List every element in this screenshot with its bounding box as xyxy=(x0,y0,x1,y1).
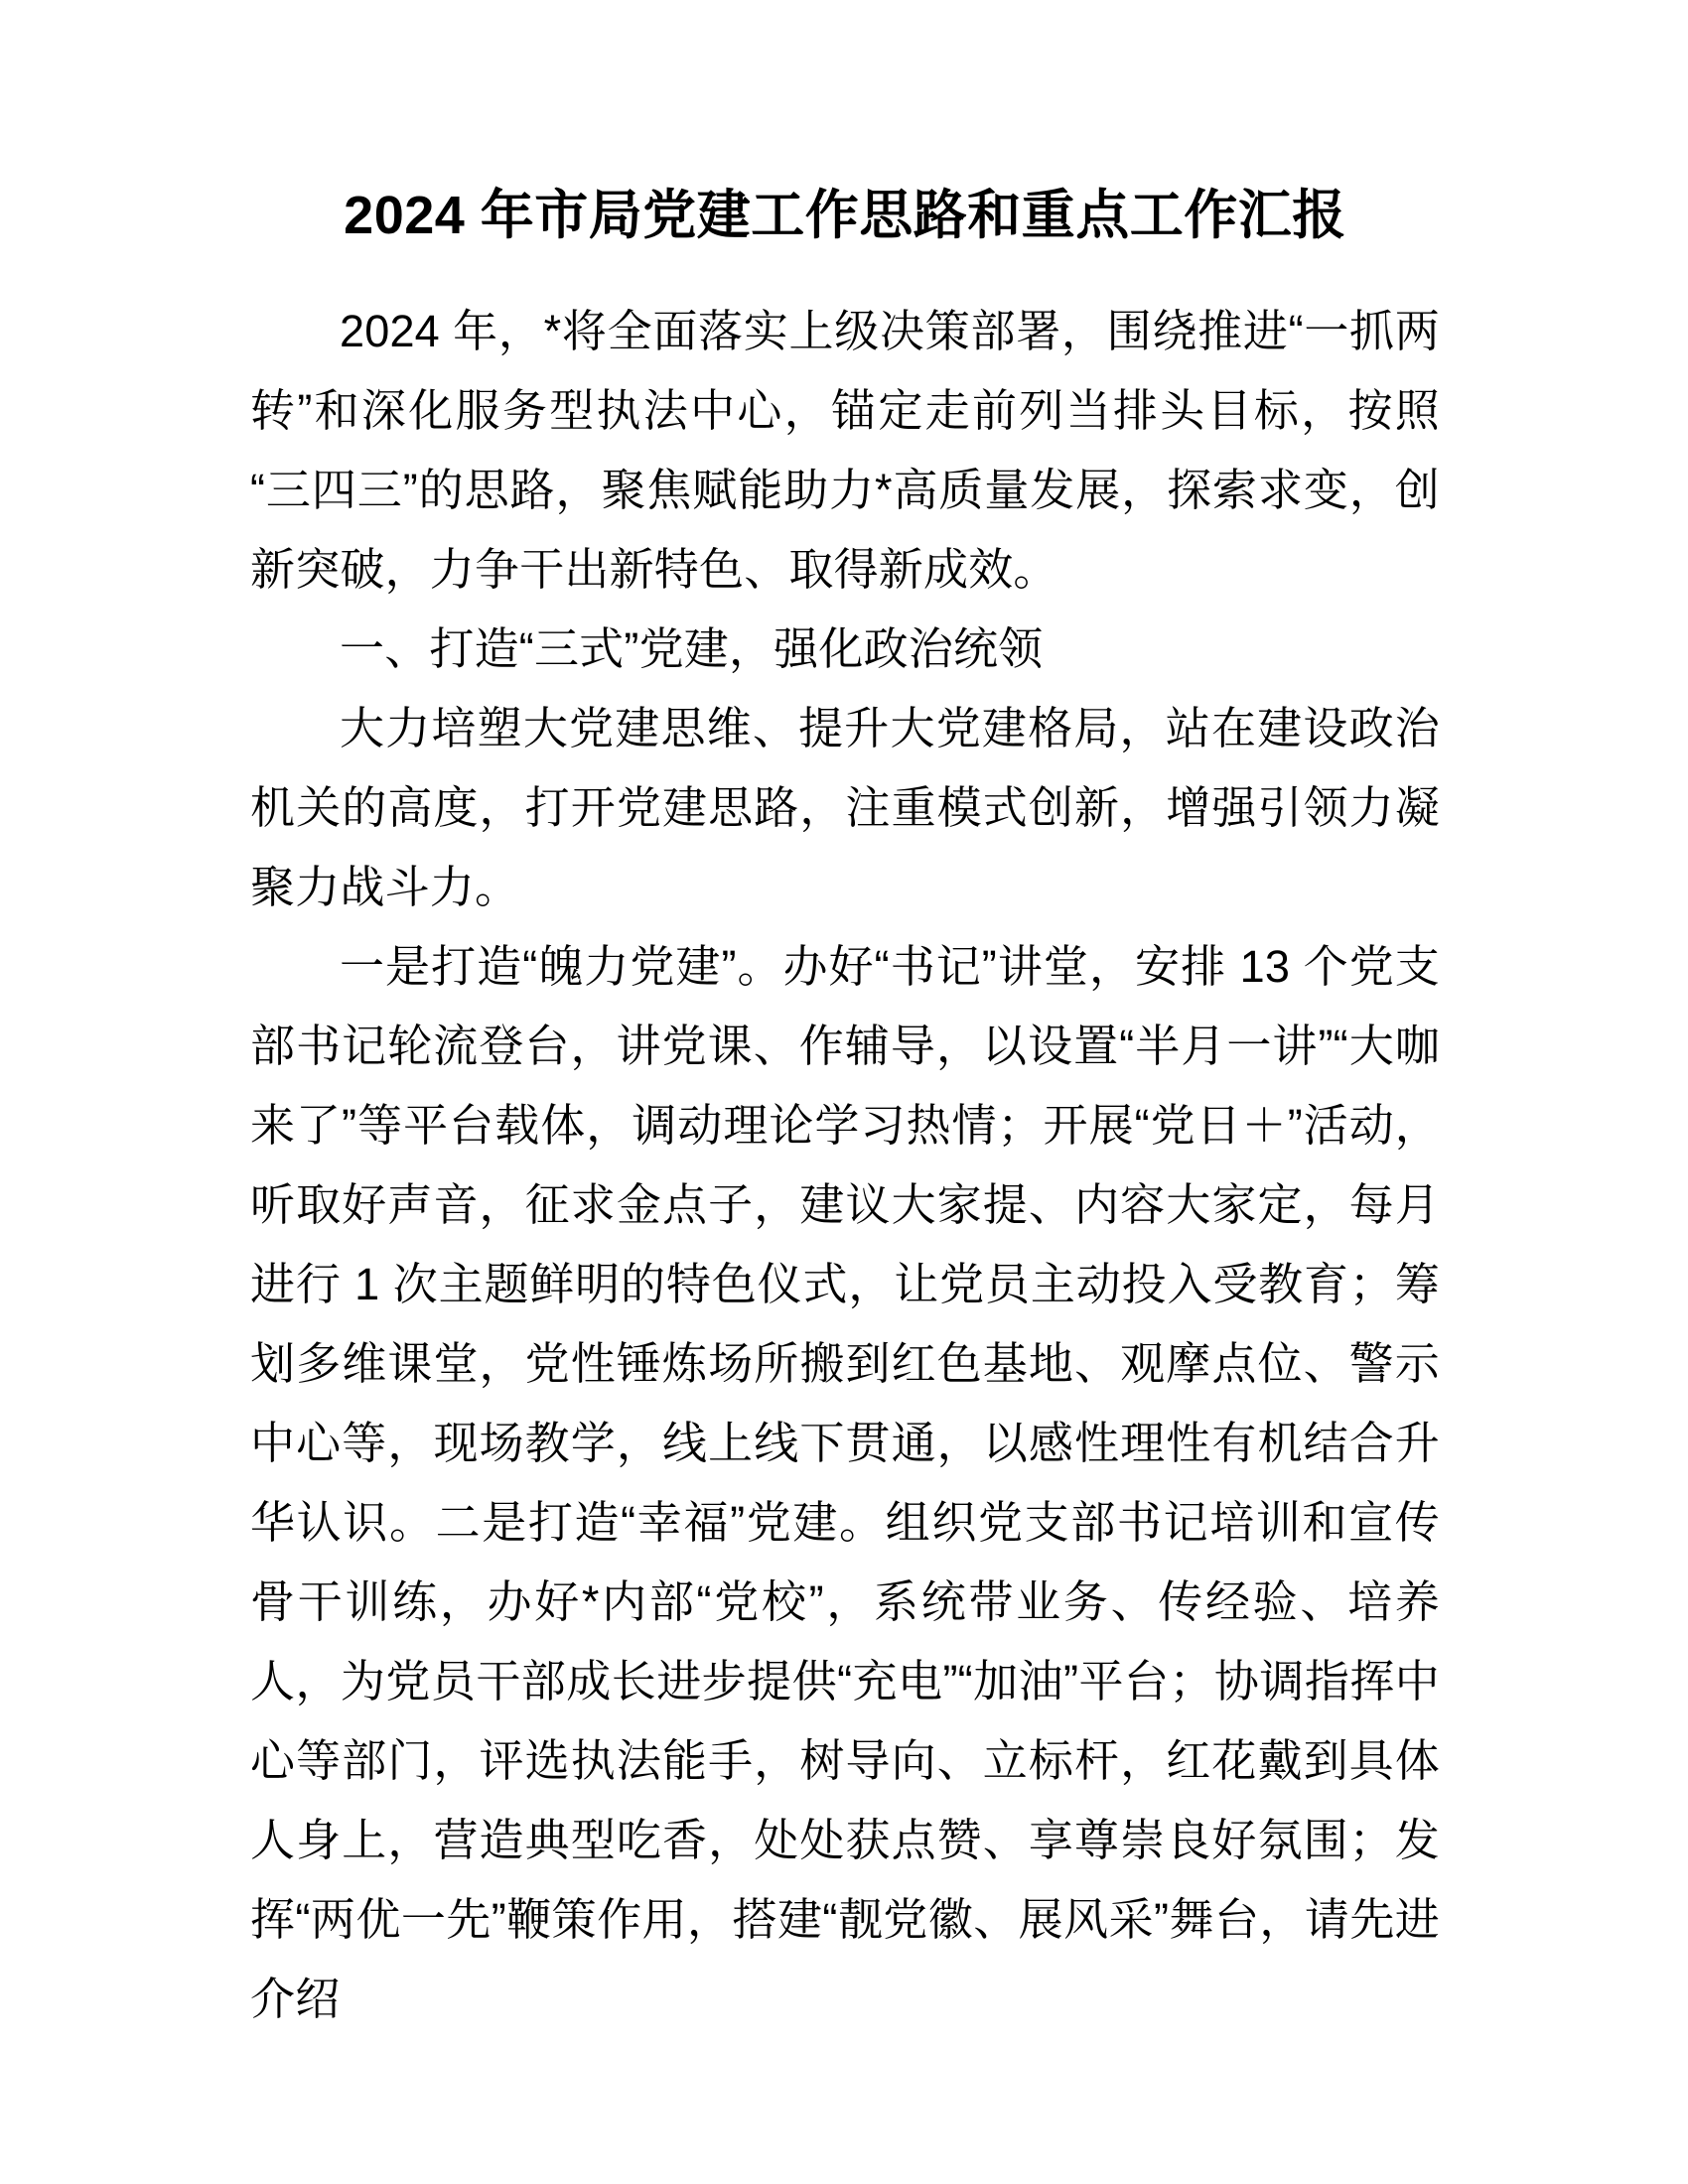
document-body xyxy=(250,292,1440,2039)
page-title: 2024 年市局党建工作思路和重点工作汇报 xyxy=(344,186,1346,245)
paragraph-section-1-lead: 大力培塑大党建思维、提升大党建格局，站在建设政治机关的高度，打开党建思路，注重模式创新，增强引领力凝聚力战斗力。 xyxy=(250,702,1440,912)
section-heading-1: 一、打造“三式”党建，强化政治统领 xyxy=(340,622,1044,674)
paragraph-intro: 2024 年，*将全面落实上级决策部署，围绕推进“一抓两转”和深化服务型执法中心，锚定走前列当排头目标，按照“三四三”的思路，聚焦赋能助力*高质量发展，探索求变，创新突破，力争干出新特色、取得新成效。 xyxy=(250,305,1440,595)
paragraph-section-1-detail: 一是打造“魄力党建”。办好“书记”讲堂，安排 13 个党支部书记轮流登台，讲党课、作辅导，以设置“半月一讲”“大咖来了”等平台载体，调动理论学习热情；开展“党日＋”活动，听取好声音，征求金点子，建议大家提、内容大家定，每月进行 1 次主题鲜明的特色仪式，让党员主动投入受教育；筹划多维课堂，党性锤炼场所搬到红色基地、观摩点位、警示中心等，现场教学，线上线下贯通，以感性理性有机结合升华认识。二是打造“幸福”党建。组织党支部书记培训和宣传骨干训练，办好*内部“党校”，系统带业务、传经验、培养人，为党员干部成长进步提供“充电”“加油”平台；协调指挥中心等部门，评选执法能手，树导向、立标杆，红花戴到具体人身上，营造典型吃香，处处获点赞、享尊崇良好氛围；发挥“两优一先”鞭策作用，搭建“靓党徽、展风采”舞台，请先进介绍 xyxy=(250,940,1440,2024)
page-text-column xyxy=(250,0,1440,2039)
